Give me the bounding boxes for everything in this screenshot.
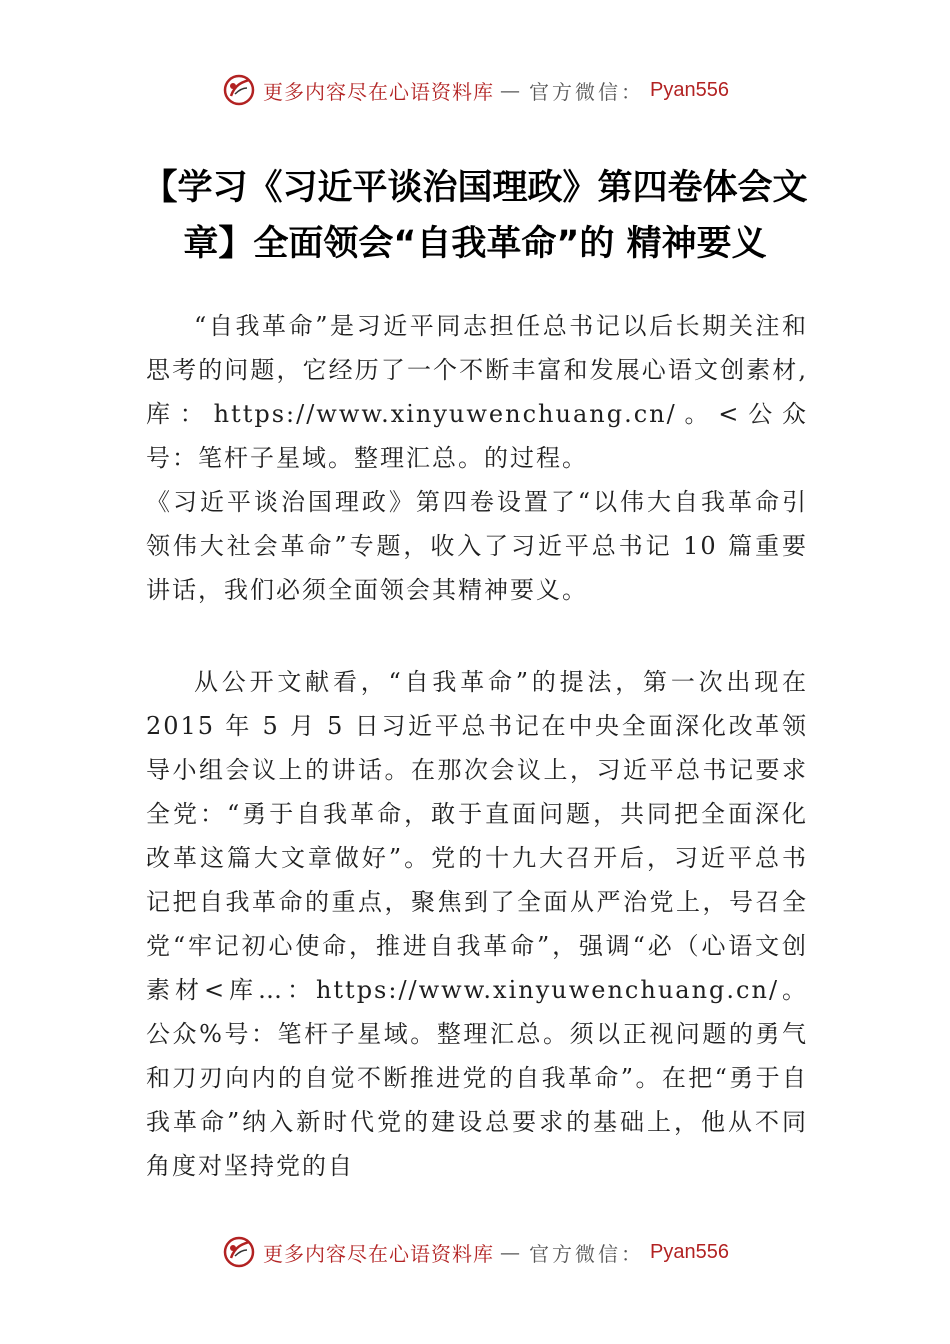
banner-wechat-label: 官方微信： <box>529 79 645 104</box>
paragraph-2 <box>146 480 808 612</box>
banner-dash: — <box>500 1240 524 1264</box>
paragraph-3 <box>146 660 808 1188</box>
brand-logo-icon <box>221 1234 257 1270</box>
banner-wechat-id: Pyan556 <box>650 1240 729 1263</box>
footer-banner <box>0 1232 950 1272</box>
title-line-1: 【学习《习近平谈治国理政》第四卷体会文 <box>142 168 808 208</box>
title-line-2: 章】全面领会“自我革命”的 精神要义 <box>183 224 767 264</box>
banner-text: 更多内容尽在心语资料库 <box>263 1241 495 1266</box>
banner-wechat-label: 官方微信： <box>529 1241 645 1266</box>
paragraph-1-text: “自我革命”是习近平同志担任总书记以后长期关注和思考的问题，它经历了一个不断丰富和发展心语文创素材,库：https://www.xinyuwenchuang.cn/。<公众号：笔杆子星域。整理汇总。的过程。 <box>146 312 808 472</box>
paragraph-3-text: 从公开文献看，“自我革命”的提法，第一次出现在 2015 年 5 月 5 日习近平总书记在中央全面深化改革领导小组会议上的讲话。在那次会议上，习近平总书记要求全党：“勇于自我革命，敢于直面问题，共同把全面深化改革这篇大文章做好”。党的十九大召开后，习近平总书记把自我革命的重点，聚焦到了全面从严治党上，号召全党“牢记初心使命，推进自我革命”，强调“必（心语文创素材<库…：https://www.xinyuwenchuang.cn/。公众%号：笔杆子星域。整理汇总。须以正视问题的勇气和刀刃向内的自觉不断推进党的自我革命”。在把“勇于自我革命”纳入新时代党的建设总要求的基础上，他从不同角度对坚持党的自 <box>146 668 808 1180</box>
banner-dash: — <box>500 78 524 102</box>
paragraph-1 <box>146 304 808 480</box>
header-banner <box>0 70 950 110</box>
page-title <box>110 160 840 272</box>
banner-text: 更多内容尽在心语资料库 <box>263 79 495 104</box>
brand-logo-icon <box>221 72 257 108</box>
paragraph-2-text: 《习近平谈治国理政》第四卷设置了“以伟大自我革命引领伟大社会革命”专题，收入了习近平总书记 10 篇重要讲话，我们必须全面领会其精神要义。 <box>146 488 808 604</box>
banner-wechat-id: Pyan556 <box>650 78 729 101</box>
